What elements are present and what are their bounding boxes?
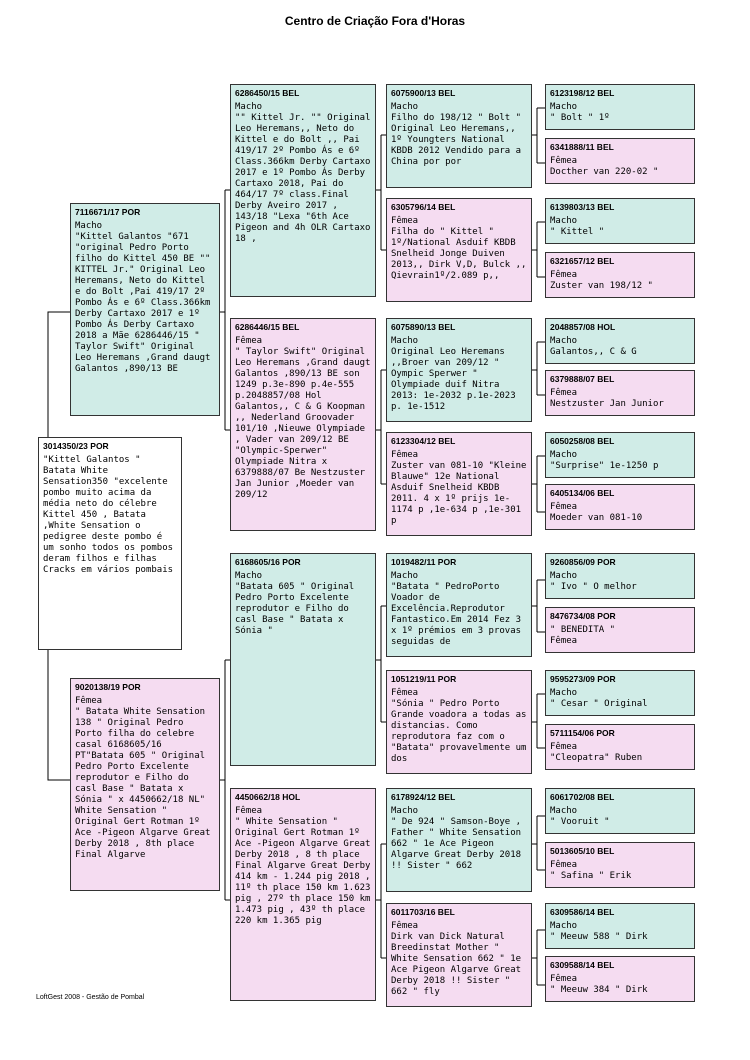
ring-number: 6286446/15 BEL — [235, 322, 300, 332]
ring-number: 6168605/16 POR — [235, 557, 301, 567]
ring-number: 1051219/11 POR — [391, 674, 457, 684]
sex: Fêmea — [550, 502, 578, 512]
sex: Macho — [550, 102, 578, 112]
pedigree-card-gen4-1 — [386, 84, 532, 188]
description: "" Kittel Jr. "" Original Leo Heremans,, Neto do Kittel e do Bolt ,, Pai 419/17 2º Pombo Ás e 6º Class.366km Derby Cartaxo 2017 e 1º Pombo Ás Derby Cartaxo 2018, Pai do 464/17 7º class.Final Derby Aveiro 2017 , 143/18 "Lexa "6th Ace Pigeon and 4h OLR Cartaxo 18 , — [235, 113, 371, 244]
sex: Fêmea — [391, 688, 419, 698]
description: " Meeuw 384 " Dirk — [550, 985, 648, 995]
pedigree-card-gen4-4 — [386, 432, 532, 536]
description: " Vooruit " — [550, 817, 610, 827]
description: "Cleopatra" Ruben — [550, 753, 643, 763]
sex: Fêmea — [235, 336, 263, 346]
description: Original Leo Heremans ,,Broer van 209/12 " Oympic Sperwer " Olympiade duif Nitra 2013: 1e-2032 p.1e-2023 p. 1e-1512 — [391, 347, 516, 412]
ring-number: 6123198/12 BEL — [550, 88, 615, 98]
pedigree-card-gen4-8 — [386, 903, 532, 1007]
description: Filho do 198/12 " Bolt " Original Leo Heremans,, 1º Youngters National KBDB 2012 Vendido para a China por por — [391, 113, 522, 167]
sex: Macho — [391, 806, 419, 816]
description: " Taylor Swift" Original Leo Heremans ,Grand daugt Galantos ,890/13 BE son 1249 p.3e-890 p.4e-555 p.2048857/08 Hol Galantos,, C & G Koopman ,, Nederland Groovader 101/10 ,Nieuwe Olympiade , Vader van 209/12 BE "Olympic-Sperwer" Olympiade Nitra x 6379888/07 Be Nestzuster Jan Junior ,Moeder van 209/12 — [235, 347, 371, 500]
pedigree-card-gen5-14 — [545, 842, 695, 888]
pedigree-card-sire — [70, 203, 220, 416]
sex: Macho — [550, 571, 578, 581]
description: Zuster van 198/12 " — [550, 281, 653, 291]
sex: Fêmea — [550, 742, 578, 752]
pedigree-card-gen5-13 — [545, 788, 695, 834]
ring-number: 6305796/14 BEL — [391, 202, 456, 212]
description: " Kittel " — [550, 227, 605, 237]
description: "Surprise" 1e-1250 p — [550, 461, 659, 471]
description: "Kittel Galantos " Batata White Sensation350 "excelente pombo muito acima da média neto do célebre Kittel 450 , Batata ,White Sensation o pedigree deste pombo é um sonho todos os pombos deram filhos e filhas Cracks em vários pombais — [43, 455, 174, 575]
description: " BENEDITA " — [550, 625, 616, 635]
sex: Fêmea — [550, 974, 578, 984]
sex: Fêmea — [391, 450, 419, 460]
sex: Fêmea — [550, 156, 578, 166]
sex: Fêmea — [75, 696, 103, 706]
description: " Meeuw 588 " Dirk — [550, 932, 648, 942]
pedigree-card-gen5-15 — [545, 903, 695, 949]
sex: Macho — [550, 336, 578, 346]
description: Filha do " Kittel " 1º/National Asduif KBDB Snelheid Jonge Duiven 2013,, Dirk V,D, Bulck ,, Qievrain1º/2.089 p,, — [391, 227, 527, 281]
ring-number: 6075900/13 BEL — [391, 88, 456, 98]
ring-number: 6286450/15 BEL — [235, 88, 300, 98]
description: Nestzuster Jan Junior — [550, 399, 664, 409]
ring-number: 5711154/06 POR — [550, 728, 615, 738]
description: Moeder van 081-10 — [550, 513, 643, 523]
sex: Macho — [550, 450, 578, 460]
pedigree-card-gen5-1 — [545, 84, 695, 130]
description: " White Sensation " Original Gert Rotman 1º Ace -Pigeon Algarve Great Derby 2018 , 8 th place Final Algarve Great Derby 414 km - 1.244 pig 2018 , 11º th place 150 km 1.623 pig , 27º th place 150 km 1.473 pig , 43º th place 220 km 1.365 pig — [235, 817, 371, 926]
ring-number: 6379888/07 BEL — [550, 374, 615, 384]
ring-number: 6309586/14 BEL — [550, 907, 615, 917]
pedigree-card-gen5-7 — [545, 432, 695, 478]
description: Dirk van Dick Natural Breedinstat Mother " White Sensation 662 " 1e Ace Pigeon Algarve Great Derby 2018 !! Sister " 662 " fly — [391, 932, 522, 997]
page-title: Centro de Criação Fora d'Horas — [284, 14, 466, 28]
pedigree-card-gen5-6 — [545, 370, 695, 416]
ring-number: 6321657/12 BEL — [550, 256, 615, 266]
description: " Cesar " Original — [550, 699, 648, 709]
pedigree-card-dam — [70, 678, 220, 891]
sex: Fêmea — [550, 388, 578, 398]
ring-number: 9260856/09 POR — [550, 557, 616, 567]
pedigree-card-gen5-4 — [545, 252, 695, 298]
ring-number: 4450662/18 HOL — [235, 792, 301, 802]
sex: Fêmea — [550, 860, 578, 870]
pedigree-card-gen5-12 — [545, 724, 695, 770]
sex: Macho — [235, 571, 263, 581]
pedigree-card-gen4-2 — [386, 198, 532, 302]
ring-number: 6075890/13 BEL — [391, 322, 456, 332]
pedigree-card-gen4-3 — [386, 318, 532, 422]
sex: Macho — [550, 921, 578, 931]
description: " Ivo " O melhor — [550, 582, 637, 592]
pedigree-card-gen5-5 — [545, 318, 695, 364]
ring-number: 7116671/17 POR — [75, 207, 141, 217]
description: Docther van 220-02 " — [550, 167, 659, 177]
pedigree-card-gen4-5 — [386, 553, 532, 657]
ring-number: 6309588/14 BEL — [550, 960, 615, 970]
ring-number: 1019482/11 POR — [391, 557, 457, 567]
description: "Batata 605 " Original Pedro Porto Excelente reprodutor e Filho do casl Base " Batata x Sónia " — [235, 582, 355, 636]
pedigree-card-gen5-9 — [545, 553, 695, 599]
description: " Batata White Sensation 138 " Original Pedro Porto filha do celebre casal 6168605/16 PT"Batata 605 " Original Pedro Porto Excelente reprodutor e Filho do casl Base " Batata x Sónia " x 4450662/18 NL" White Sensation " Original Gert Rotman 1º Ace -Pigeon Algarve Great Derby 2018 , 8th place Final Algarve — [75, 707, 211, 860]
sex: Macho — [391, 336, 419, 346]
footer-credit: LoftGest 2008 - Gestão de Pombal — [36, 994, 145, 1001]
ring-number: 6405134/06 BEL — [550, 488, 615, 498]
pedigree-card-gen5-11 — [545, 670, 695, 716]
pedigree-card-gen4-6 — [386, 670, 532, 774]
description: " De 924 " Samson-Boye , Father " White Sensation 662 " 1e Ace Pigeon Algarve Great Derby 2018 !! Sister " 662 — [391, 817, 522, 871]
sex: Macho — [550, 806, 578, 816]
sex: Macho — [550, 688, 578, 698]
ring-number: 3014350/23 POR — [43, 441, 109, 451]
ring-number: 6139803/13 BEL — [550, 202, 615, 212]
ring-number: 2048857/08 HOL — [550, 322, 616, 332]
description: " Bolt " 1º — [550, 113, 610, 123]
sex: Fêmea — [391, 921, 419, 931]
pedigree-card-gen5-3 — [545, 198, 695, 244]
pedigree-card-gen3-3 — [230, 553, 376, 766]
pedigree-card-gen5-2 — [545, 138, 695, 184]
sex: Macho — [391, 102, 419, 112]
pedigree-card-gen3-2 — [230, 318, 376, 531]
sex: Fêmea — [235, 806, 263, 816]
sex: Fêmea — [550, 270, 578, 280]
sex: Macho — [550, 216, 578, 226]
sex: Macho — [75, 221, 103, 231]
pedigree-card-gen5-10 — [545, 607, 695, 653]
pedigree-card-gen3-1 — [230, 84, 376, 297]
pedigree-card-gen5-8 — [545, 484, 695, 530]
description: "Batata " PedroPorto Voador de Excelência.Reprodutor Fantastico.Em 2014 Fez 3 x 1º prémios em 3 provas seguidas de — [391, 582, 522, 647]
ring-number: 9595273/09 POR — [550, 674, 616, 684]
pedigree-card-gen5-16 — [545, 956, 695, 1002]
ring-number: 5013605/10 BEL — [550, 846, 615, 856]
ring-number: 6178924/12 BEL — [391, 792, 456, 802]
ring-number: 6061702/08 BEL — [550, 792, 615, 802]
pedigree-card-subject — [38, 437, 182, 650]
sex: Macho — [391, 571, 419, 581]
sex: Fêmea — [391, 216, 419, 226]
description: Zuster van 081-10 "Kleine Blauwe" 12e National Asduif Snelheid KBDB 2011. 4 x 1º prijs 1e-1174 p ,1e-634 p ,1e-301 p — [391, 461, 527, 526]
ring-number: 8476734/08 POR — [550, 611, 616, 621]
ring-number: 6050258/08 BEL — [550, 436, 615, 446]
description: "Kittel Galantos "671 "original Pedro Porto filho do Kittel 450 BE "" KITTEL Jr." Original Leo Heremans, Neto do Kittel e do Bolt ,Pai 419/17 2º Pombo Ás e 6º Class.366km Derby Cartaxo 2017 e 1º Pombo Ás Derby Cartaxo 2018 a Mãe 6286446/15 " Taylor Swift" Original Leo Heremans ,Grand daugt Galantos ,890/13 BE — [75, 232, 211, 374]
ring-number: 6341888/11 BEL — [550, 142, 614, 152]
sex: Fêmea — [550, 636, 578, 646]
ring-number: 6123304/12 BEL — [391, 436, 456, 446]
ring-number: 9020138/19 POR — [75, 682, 141, 692]
description: "Sónia " Pedro Porto Grande voadora a todas as distancias. Como reprodutora faz com o "Batata" provavelmente um dos — [391, 699, 527, 764]
ring-number: 6011703/16 BEL — [391, 907, 455, 917]
sex: Macho — [235, 102, 263, 112]
description: " Safina " Erik — [550, 871, 632, 881]
pedigree-card-gen4-7 — [386, 788, 532, 892]
description: Galantos,, C & G — [550, 347, 637, 357]
pedigree-card-gen3-4 — [230, 788, 376, 1001]
